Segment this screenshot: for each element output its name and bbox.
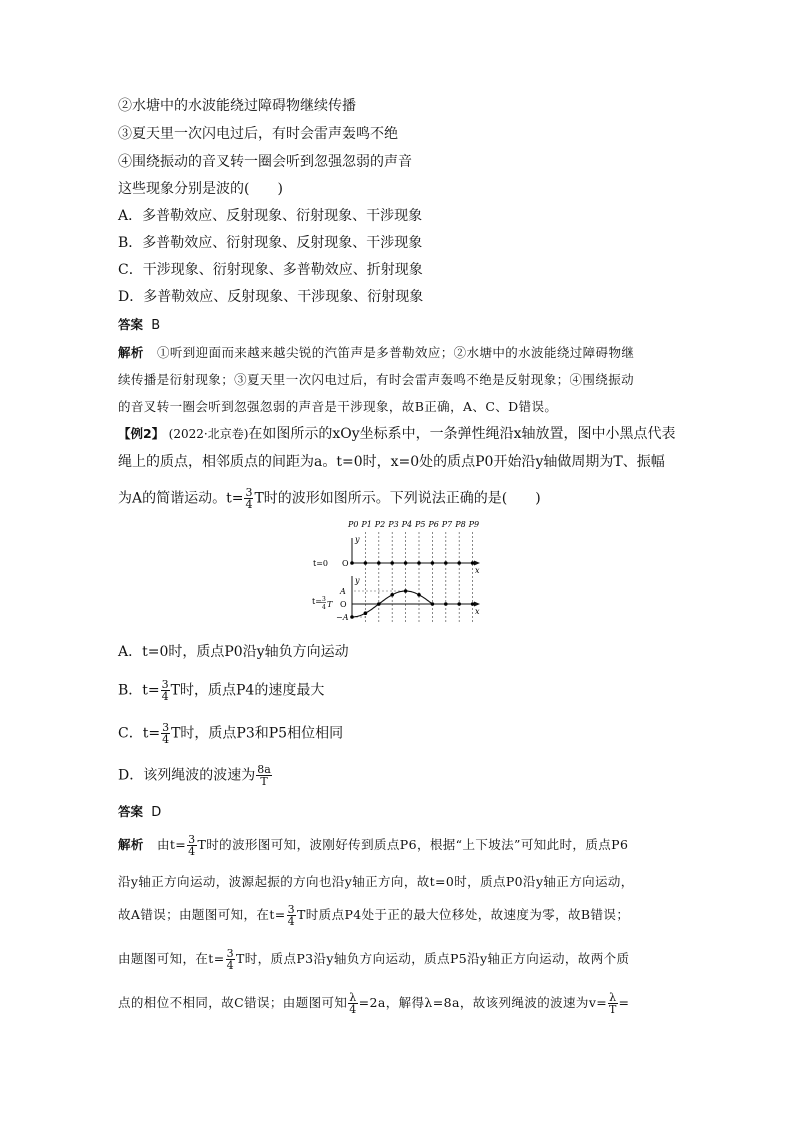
wave-figure	[310, 518, 485, 630]
svg-text:4: 4	[322, 604, 326, 611]
question-1-stem: 这些现象分别是波的( )	[118, 181, 283, 197]
point-label-9: P9	[468, 520, 480, 529]
fraction-3-4: $\frac{3}{4}$	[245, 486, 253, 511]
svg-text:3: 3	[322, 596, 326, 603]
analysis-label: 解析	[118, 345, 144, 360]
option-2-c: C．t= $\frac{3}{4}$ T时，质点P3和P5相位相同	[118, 721, 344, 746]
particle-t34-3	[390, 593, 394, 597]
particle-t0-9	[471, 561, 475, 565]
example-source: (2022·北京卷)	[168, 427, 249, 441]
answer-value: D	[151, 805, 162, 820]
example-text-3b: T时的波形如图所示。下列说法正确的是( )	[254, 490, 541, 507]
example-text-3a: 为A的简谐运动。t=	[118, 490, 244, 507]
answer-1	[118, 315, 160, 336]
amp-pos: A	[340, 587, 346, 596]
origin-1: O	[342, 559, 349, 568]
answer-label: 答案	[118, 804, 144, 819]
analysis-2-line-5: 点的相位不相同，故C错误；由题图可知 $\frac{\lambda}{4}$ =2a，解得λ=8a，故该列绳波的波速为v= $\frac{\lambda}{T}$ =	[118, 991, 630, 1016]
analysis-2-line-1: 解析 由t= $\frac{3}{4}$ T时的波形图可知，波刚好传到质点P6，根据“上下坡法”可知此时，质点P6	[118, 833, 629, 858]
point-label-4: P4	[401, 520, 413, 529]
option-2-d: D．该列绳波的波速为 $\frac{8a}{T}$	[118, 763, 271, 788]
particle-t0-7	[444, 561, 448, 565]
particle-t34-2	[377, 602, 381, 606]
particle-t0-8	[457, 561, 461, 565]
amp-neg: −A	[336, 613, 349, 622]
option-1-b: B．多普勒效应、衍射现象、反射现象、干涉现象	[118, 235, 423, 251]
option-2-b: B．t= $\frac{3}{4}$ T时，质点P4的速度最大	[118, 678, 325, 703]
point-label-3: P3	[388, 520, 399, 529]
point-label-1: P1	[361, 520, 372, 529]
particle-t34-1	[364, 611, 368, 615]
particle-t34-9	[471, 602, 475, 606]
answer-2	[118, 802, 161, 823]
axis-y-label-1: y	[355, 535, 360, 544]
origin-2: O	[340, 600, 347, 609]
particle-t0-6	[431, 561, 435, 565]
particle-t34-7	[444, 602, 448, 606]
analysis-1-line-2: 续传播是衍射现象；③夏天里一次闪电过后，有时会雷声轰鸣不绝是反射现象；④围绕振动	[118, 372, 635, 387]
svg-text:t=: t=	[312, 597, 322, 606]
row2-label: T	[327, 600, 333, 609]
example-2-line-1	[118, 424, 676, 444]
option-1-c: C．干涉现象、衍射现象、多普勒效应、折射现象	[118, 262, 423, 278]
point-label-5: P5	[415, 520, 426, 529]
particle-t34-0	[350, 615, 354, 619]
statement-4: ④围绕振动的音叉转一圈会听到忽强忽弱的声音	[118, 154, 412, 170]
analysis-2-line-2: 沿y轴正方向运动，波源起振的方向也沿y轴正方向，故t=0时，质点P0沿y轴正方向运动，	[118, 874, 634, 889]
example-2-line-3	[118, 487, 541, 510]
option-1-a: A．多普勒效应、反射现象、衍射现象、干涉现象	[118, 208, 423, 224]
point-label-6: P6	[428, 520, 439, 529]
analysis-1-text-1: ①听到迎面而来越来越尖锐的汽笛声是多普勒效应；②水塘中的水波能绕过障碍物继	[156, 345, 635, 360]
example-text-1: 在如图所示的xOy坐标系中，一条弹性绳沿x轴放置，图中小黑点代表	[248, 426, 676, 442]
particle-t0-4	[404, 561, 408, 565]
analysis-1-line-3: 的音叉转一圈会听到忽强忽弱的声音是干涉现象，故B正确，A、C、D错误。	[118, 399, 558, 414]
particle-t0-0	[350, 561, 354, 565]
axis-x-label-2: x	[475, 607, 480, 616]
analysis-2-line-4: 由题图可知，在t= $\frac{3}{4}$ T时，质点P3沿y轴负方向运动，质点P5沿y轴正方向运动，故两个质	[118, 947, 630, 972]
option-1-d: D．多普勒效应、反射现象、干涉现象、衍射现象	[118, 289, 424, 305]
analysis-label: 解析	[118, 837, 144, 852]
point-label-7: P7	[441, 520, 453, 529]
particle-t0-3	[390, 561, 394, 565]
analysis-1-line-1	[118, 343, 634, 363]
particle-t34-4	[404, 589, 408, 593]
option-2-a: A．t=0时，质点P0沿y轴负方向运动	[118, 644, 349, 660]
particle-t0-2	[377, 561, 381, 565]
row1-label: t=0	[313, 559, 329, 568]
answer-label: 答案	[118, 317, 144, 332]
analysis-2-line-3: 故A错误；由题图可知，在t= $\frac{3}{4}$ T时质点P4处于正的最大位移处，故速度为零，故B错误；	[118, 903, 630, 928]
point-label-2: P2	[374, 520, 386, 529]
point-label-0: P0	[348, 520, 359, 529]
particle-t34-6	[431, 602, 435, 606]
point-label-8: P8	[455, 520, 466, 529]
axis-x-label-1: x	[475, 566, 480, 575]
statement-3: ③夏天里一次闪电过后，有时会雷声轰鸣不绝	[118, 126, 398, 142]
axis-y-label-2: y	[355, 576, 360, 585]
particle-t34-8	[457, 602, 461, 606]
particle-t0-5	[417, 561, 421, 565]
example-2-line-2: 绳上的质点，相邻质点的间距为a。t=0时，x=0处的质点P0开始沿y轴做周期为T、振幅	[118, 454, 665, 470]
answer-value: B	[151, 318, 161, 333]
particle-t34-5	[417, 593, 421, 597]
example-tag: 【例2】	[118, 426, 165, 441]
particle-t0-1	[364, 561, 368, 565]
statement-2: ②水塘中的水波能绕过障碍物继续传播	[118, 98, 356, 114]
